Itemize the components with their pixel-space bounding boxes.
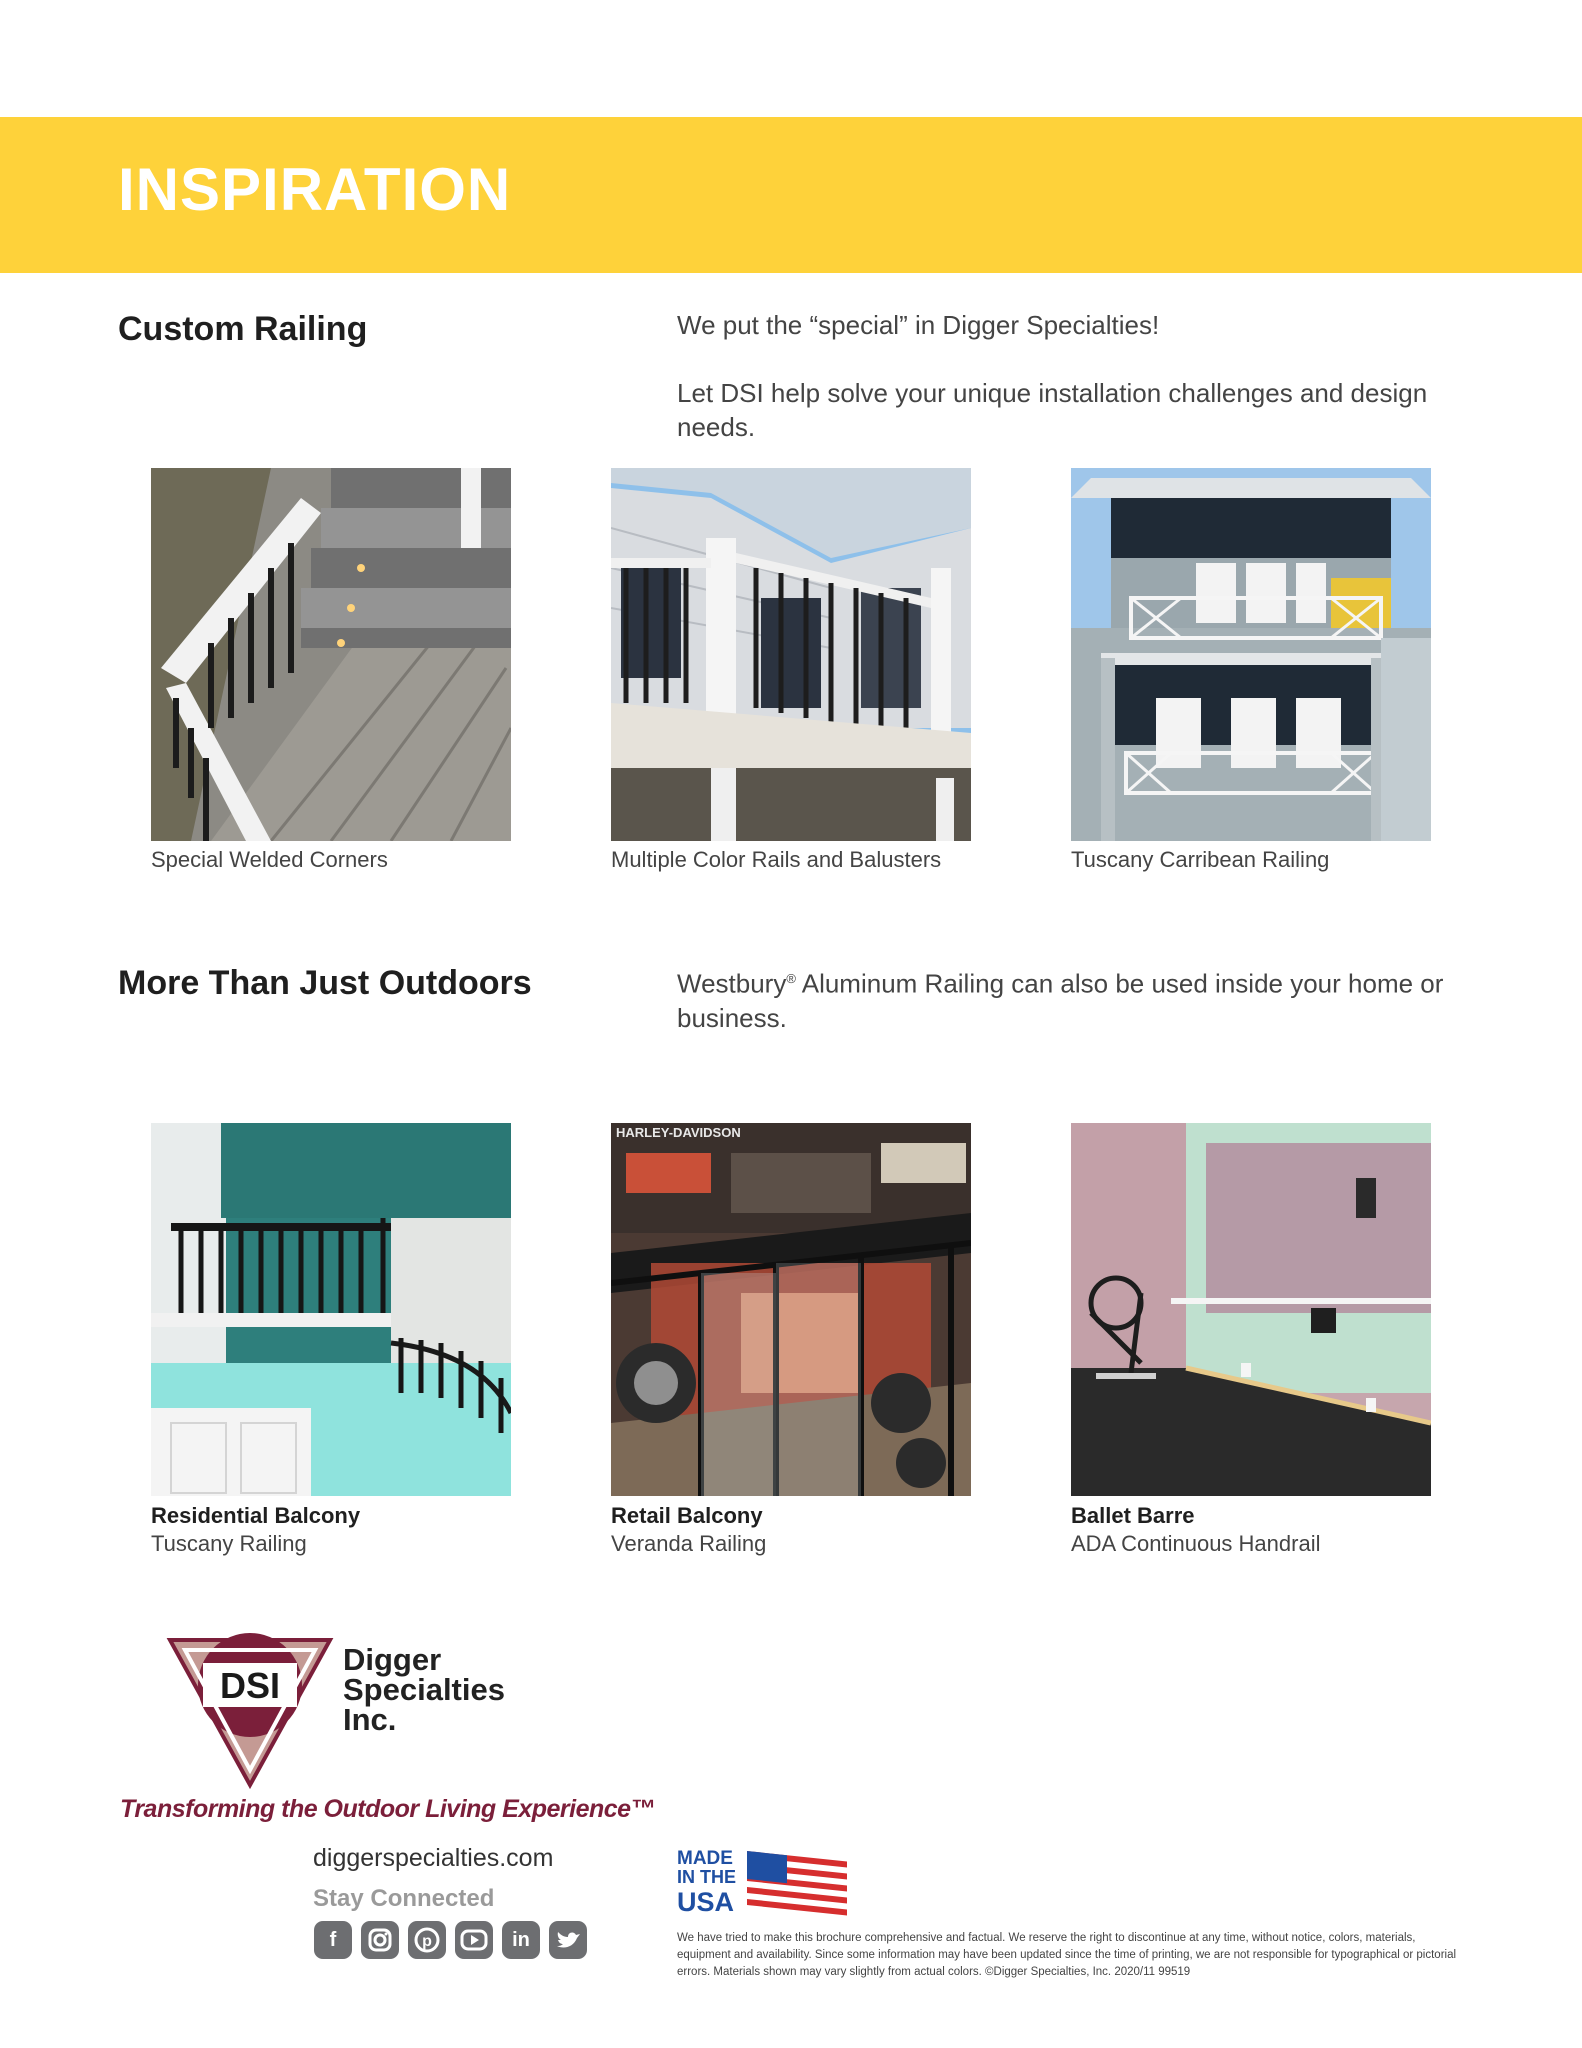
- badge-usa: USA: [677, 1887, 735, 1917]
- registered-mark: ®: [786, 971, 796, 986]
- showroom-photo: [611, 1123, 971, 1496]
- intro-text: Aluminum Railing can also be used inside your home or business.: [677, 968, 1444, 1033]
- photo-caption: [611, 1502, 991, 1558]
- youtube-icon[interactable]: [455, 1921, 493, 1959]
- brand-name: Westbury: [677, 968, 787, 999]
- photo-caption: [151, 1502, 531, 1558]
- tagline: Transforming the Outdoor Living Experience™: [120, 1795, 656, 1823]
- company-name-line3: Inc.: [343, 1702, 397, 1737]
- balcony-house-photo: [1071, 468, 1431, 841]
- section-intro-line2: Let DSI help solve your unique installation challenges and design needs.: [677, 378, 1428, 442]
- porch-railing-photo: [611, 468, 971, 841]
- photo-caption: Special Welded Corners: [151, 847, 388, 872]
- dsi-logo: [165, 1630, 335, 1790]
- section-title-more-than-outdoors: More Than Just Outdoors: [118, 964, 532, 1002]
- showroom-sign-text: HARLEY-DAVIDSON: [616, 1125, 741, 1140]
- svg-text:p: p: [422, 1933, 432, 1950]
- section-intro-line1: We put the “special” in Digger Specialties!: [677, 310, 1160, 340]
- twitter-icon[interactable]: [549, 1921, 587, 1959]
- badge-made: MADE: [677, 1848, 733, 1869]
- made-in-usa-badge: [675, 1845, 855, 1917]
- section-intro: [677, 962, 1477, 1035]
- pinterest-icon[interactable]: [408, 1921, 446, 1959]
- photo-caption: Multiple Color Rails and Balusters: [611, 847, 942, 872]
- facebook-icon[interactable]: f: [314, 1921, 352, 1959]
- badge-in-the: IN THE: [677, 1867, 737, 1887]
- caption-subtitle: Tuscany Railing: [151, 1531, 307, 1556]
- stay-connected-label: Stay Connected: [313, 1885, 495, 1912]
- gym-room-photo: [1071, 1123, 1431, 1496]
- company-name-line1: Digger: [343, 1642, 442, 1677]
- company-name: [343, 1642, 563, 1737]
- caption-subtitle: ADA Continuous Handrail: [1071, 1531, 1321, 1556]
- page-title: INSPIRATION: [118, 156, 512, 223]
- photo-caption: Tuscany Carribean Railing: [1071, 847, 1330, 872]
- interior-balcony-photo: [151, 1123, 511, 1496]
- disclaimer-text: We have tried to make this brochure comprehensive and factual. We reserve the right to discontinue at any time, without notice, colors, materials, equipment and availability. Since some information may have been updated since the time of printing, we are not responsible for typographical or pictorial errors. Materials shown may vary slightly from actual colors. ©Digger Specialties, Inc. 2020/11 99519: [677, 1932, 1457, 1978]
- company-name-line2: Specialties: [343, 1672, 505, 1707]
- instagram-icon[interactable]: [361, 1921, 399, 1959]
- caption-title: Residential Balcony: [151, 1503, 361, 1528]
- photo-caption: [1071, 1502, 1451, 1558]
- caption-title: Ballet Barre: [1071, 1503, 1195, 1528]
- website-link[interactable]: diggerspecialties.com: [313, 1844, 554, 1872]
- caption-title: Retail Balcony: [611, 1503, 763, 1528]
- section-title-custom-railing: Custom Railing: [118, 310, 368, 348]
- caption-subtitle: Veranda Railing: [611, 1531, 767, 1556]
- logo-initials: DSI: [219, 1665, 281, 1706]
- linkedin-icon[interactable]: in: [502, 1921, 540, 1959]
- stair-railing-photo: [151, 468, 511, 841]
